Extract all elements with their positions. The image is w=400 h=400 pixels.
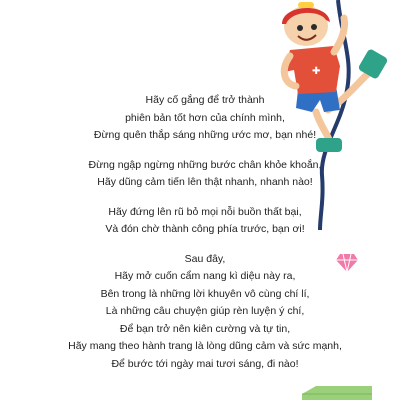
poem-line: Là những câu chuyện giúp rèn luyện ý chí, — [105, 305, 305, 317]
poem-line: Đừng quên thắp sáng những ước mơ, bạn nhé! — [93, 129, 317, 141]
poem-line: Hãy mở cuốn cẩm nang kì diệu này ra, — [114, 270, 296, 282]
pink-diamond-icon — [336, 252, 358, 272]
poem-line: Hãy đứng lên rũ bỏ mọi nỗi buồn thất bại, — [108, 205, 302, 218]
poem-line: Sau đây, — [184, 252, 226, 265]
poem-line: Và đón chờ thành công phía trước, bạn ơi! — [105, 223, 305, 235]
svg-text:✚: ✚ — [312, 66, 321, 77]
poem-line: phiên bản tốt hơn của chính mình, — [125, 111, 285, 124]
poem-line: Hãy cố gắng để trở thành — [145, 94, 265, 106]
poem-line: Hãy mang theo hành trang là lòng dũng cảm và sức mạnh, — [68, 340, 342, 352]
left-shoe — [316, 138, 342, 152]
stanza-4 — [40, 251, 370, 374]
poem-line: Để bạn trở nên kiên cường và tự tin, — [119, 322, 291, 335]
poem-line: Đừng ngập ngừng những bước chân khỏe khoắn, — [88, 158, 322, 171]
boy-climbing-rope-illustration — [250, 0, 400, 230]
poem-line: Bên trong là những lời khuyên vô cùng chí lí, — [100, 287, 310, 300]
green-book-illustration — [302, 384, 372, 400]
poem-line: Hãy dũng cảm tiến lên thật nhanh, nhanh nào! — [97, 176, 313, 188]
poem-line: Để bước tới ngày mai tươi sáng, đi nào! — [111, 357, 299, 370]
